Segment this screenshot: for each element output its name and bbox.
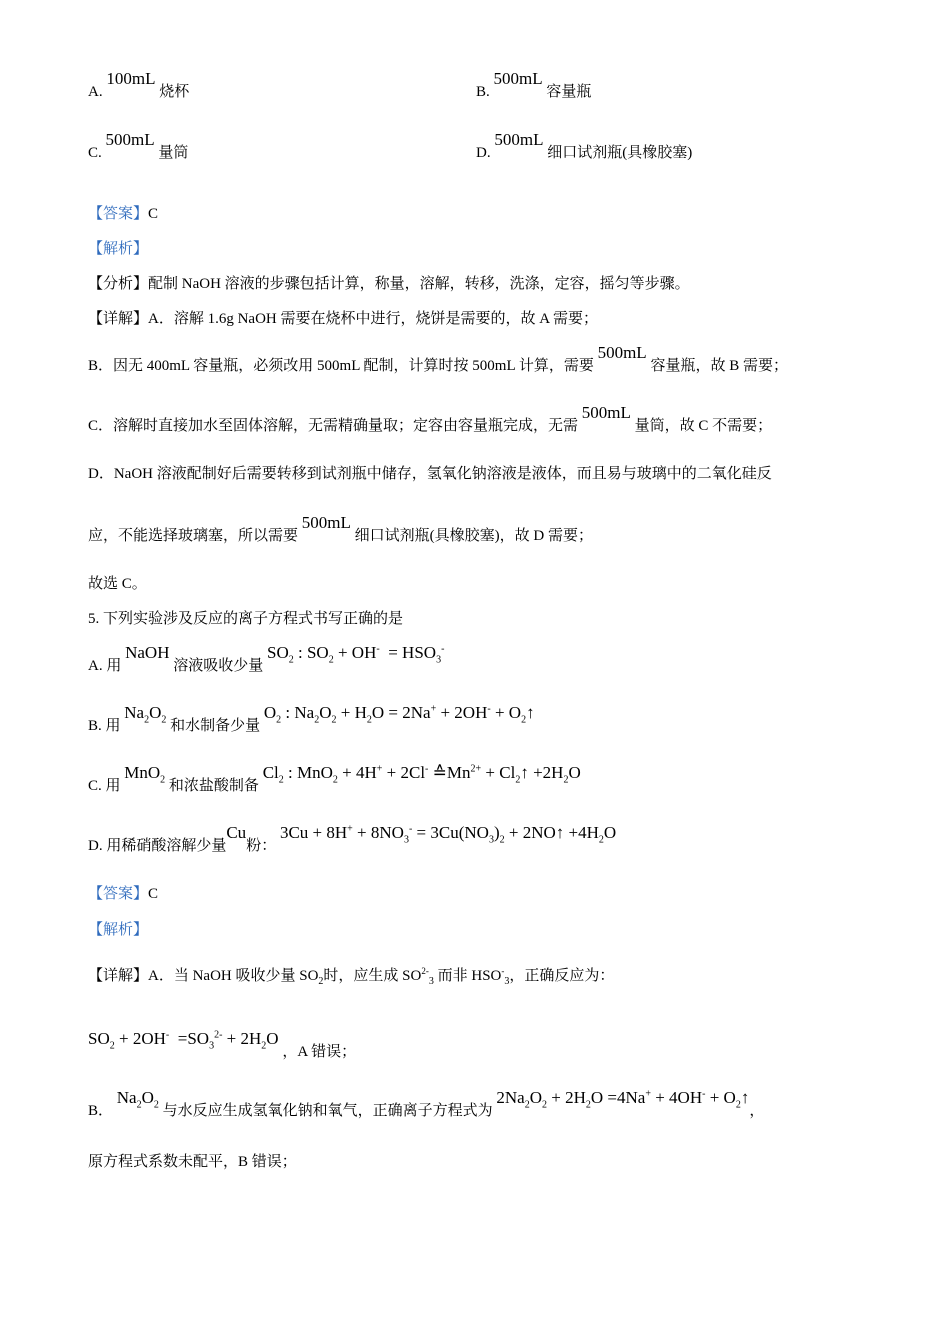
q4-option-a: A. 100mL 烧杯 xyxy=(88,69,190,100)
q4-answer: 【答案】C xyxy=(88,206,159,222)
q5-option-a-equation: $SO_2$ : $SO_2 + OH^- = HSO_3^-$ xyxy=(267,643,445,666)
q5-analysis-tag: 【解析】 xyxy=(88,922,149,938)
q5-detail-b-equation: $2Na_2O_2 + 2H_2O =4Na^+ + 4OH^-$ + $O_2↑$ xyxy=(496,1088,750,1111)
q5-option-d-equation: $3Cu + 8H^+ + 8NO_3^- = 3Cu(NO_3)_2$ + 2NO↑ $+4H_2O$ xyxy=(279,823,617,846)
q4-detail-a: 【详解】A．溶解 1.6g NaOH 需要在烧杯中进行，烧饼是需要的，故 A 需要； xyxy=(88,311,598,327)
q4-analysis-tag: 【解析】 xyxy=(88,241,149,257)
q4-detail-c: C．溶解时直接加水至固体溶解，无需精确量取；定容由容量瓶完成，无需 500mL 量筒，故 C 不需要； xyxy=(88,403,773,434)
q5-option-a: A. 用 NaOH 溶液吸收少量 $SO_2$ : $SO_2 + OH^- = HSO_3^-$ xyxy=(88,643,445,674)
q5-detail-b-line2: 原方程式系数未配平，B 错误； xyxy=(88,1154,297,1170)
q4-option-a-unit: 100mL xyxy=(106,69,156,88)
q4-conclusion: 故选 C。 xyxy=(88,576,147,592)
q5-detail-a-equation: $SO_2 + 2OH^- =SO_3^{2-} + 2H_2O$ ，A 错误； xyxy=(88,1029,357,1060)
q5-option-b-equation: $O_2$ : $Na_2O_2 + H_2O = 2Na^+ + 2OH^-$ + $O_2↑$ xyxy=(263,703,535,726)
q5-option-d: D. 用稀硝酸溶解少量Cu粉： $3Cu + 8H^+ + 8NO_3^- = 3Cu(NO_3)_2$ + 2NO↑ $+4H_2O$ xyxy=(88,823,617,854)
q4-option-c: C. 500mL 量筒 xyxy=(88,130,189,161)
q4-detail-b: B．因无 400mL 容量瓶，必须改用 500mL 配制，计算时按 500mL 计算，需要 500mL 容量瓶，故 B 需要； xyxy=(88,343,788,374)
q4-option-d: D. 500mL 细口试剂瓶(具橡胶塞) xyxy=(476,130,693,161)
q4-fenxi: 【分析】配制 NaOH 溶液的步骤包括计算，称量，溶解，转移，洗涤，定容，摇匀等步骤。 xyxy=(88,276,690,292)
q4-detail-d-line2: 应，不能选择玻璃塞，所以需要 500mL 细口试剂瓶(具橡胶塞)，故 D 需要； xyxy=(88,513,593,544)
q5-option-c-equation: $Cl_2$ : MnO$_2$ + 4H+ + 2Cl- $≙Mn^{2+}$ + $Cl_2↑ +2H_2O$ xyxy=(262,763,581,786)
q4-option-c-unit: 500mL xyxy=(105,130,155,149)
q5-detail-a: 【详解】A．当 NaOH 吸收少量 $SO_2$时，应生成 $SO^{2-}_3$ 而非 $HSO^-_3$，正确反应为： xyxy=(88,966,615,987)
answer-tag: 【答案】 xyxy=(88,206,149,222)
q5-answer: 【答案】C xyxy=(88,886,159,902)
q4-option-b: B. 500mL 容量瓶 xyxy=(476,69,592,100)
q4-option-d-unit: 500mL xyxy=(494,130,544,149)
q5-detail-b: B． $Na_2O_2$ 与水反应生成氢氧化钠和氧气，正确离子方程式为 $2Na_2O_2 + 2H_2O =4Na^+ + 4OH^-$ + $O_2↑$， xyxy=(88,1088,765,1119)
q4-option-b-unit: 500mL xyxy=(493,69,543,88)
q5-stem: 5. 下列实验涉及反应的离子方程式书写正确的是 xyxy=(88,611,404,627)
q4-detail-d-line1: D．NaOH 溶液配制好后需要转移到试剂瓶中储存，氢氧化钠溶液是液体，而且易与玻璃中的二氧化硅反 xyxy=(88,466,772,482)
q5-option-b: B. 用 $Na_2O_2$ 和水制备少量 $O_2$ : $Na_2O_2 + H_2O = 2Na^+ + 2OH^-$ + $O_2↑$ xyxy=(88,703,535,734)
q5-option-c: C. 用 MnO$_2$ 和浓盐酸制备 $Cl_2$ : MnO$_2$ + 4H+ + 2Cl- $≙Mn^{2+}$ + $Cl_2↑ +2H_2O$ xyxy=(88,763,581,794)
